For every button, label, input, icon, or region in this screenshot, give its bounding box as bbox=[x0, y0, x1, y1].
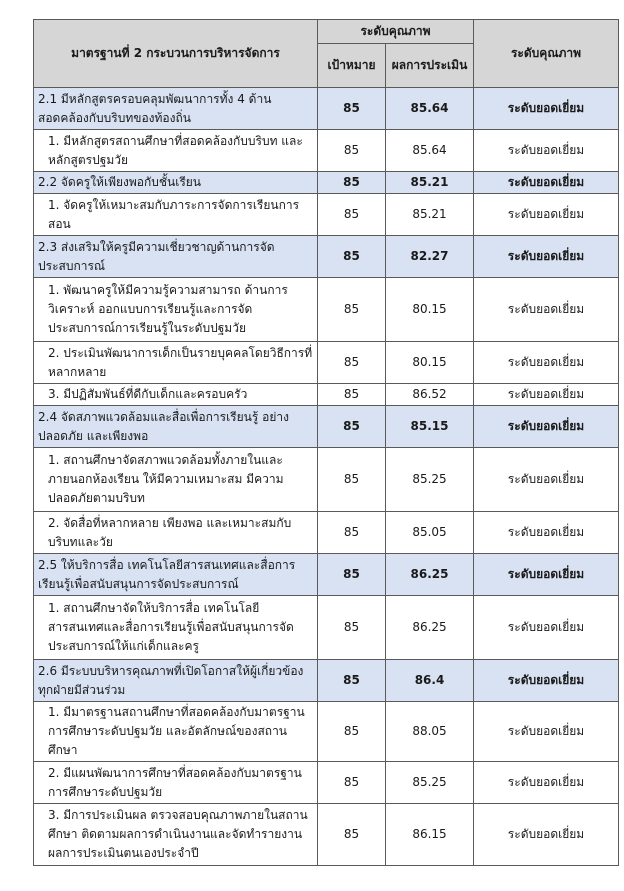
sub-indicator-row bbox=[34, 342, 619, 384]
quality-group-header: ระดับคุณภาพ bbox=[318, 20, 474, 44]
indicator-row bbox=[34, 660, 619, 702]
indicator-label: 2.1 มีหลักสูตรครอบคลุมพัฒนาการทั้ง 4 ด้าน สอดคล้องกับบริบทของท้องถิ่น bbox=[34, 88, 318, 130]
result-value: 85.05 bbox=[386, 512, 474, 554]
quality-level: ระดับยอดเยี่ยม bbox=[474, 342, 619, 384]
indicator-label: 3. มีปฏิสัมพันธ์ที่ดีกับเด็กและครอบครัว bbox=[34, 384, 318, 406]
quality-level: ระดับยอดเยี่ยม bbox=[474, 512, 619, 554]
quality-level: ระดับยอดเยี่ยม bbox=[474, 406, 619, 448]
indicator-label: 3. มีการประเมินผล ตรวจสอบคุณภาพภายในสถานศึกษา ติดตามผลการดำเนินงานและจัดทำรายงานผลการประเมินตนเองประจำปี bbox=[34, 804, 318, 866]
result-value: 86.25 bbox=[386, 596, 474, 660]
result-value: 86.25 bbox=[386, 554, 474, 596]
indicator-row bbox=[34, 406, 619, 448]
result-value: 85.25 bbox=[386, 448, 474, 512]
indicator-label: 1. สถานศึกษาจัดให้บริการสื่อ เทคโนโลยีสารสนเทศและสื่อการเรียนรู้เพื่อสนับสนุนการจัดประสบการณ์ให้แก่เด็กและครู bbox=[34, 596, 318, 660]
quality-level: ระดับยอดเยี่ยม bbox=[474, 130, 619, 172]
quality-level: ระดับยอดเยี่ยม bbox=[474, 278, 619, 342]
indicator-label: 2. จัดสื่อที่หลากหลาย เพียงพอ และเหมาะสมกับบริบทและวัย bbox=[34, 512, 318, 554]
quality-level: ระดับยอดเยี่ยม bbox=[474, 804, 619, 866]
indicator-label: 1. จัดครูให้เหมาะสมกับภาระการจัดการเรียนการสอน bbox=[34, 194, 318, 236]
sub-indicator-row bbox=[34, 278, 619, 342]
target-value: 85 bbox=[318, 512, 386, 554]
sub-indicator-row bbox=[34, 384, 619, 406]
indicator-label: 1. มีหลักสูตรสถานศึกษาที่สอดคล้องกับบริบท และหลักสูตรปฐมวัย bbox=[34, 130, 318, 172]
indicator-label: 2. ประเมินพัฒนาการเด็กเป็นรายบุคคลโดยวิธีการที่หลากหลาย bbox=[34, 342, 318, 384]
target-column-header: เป้าหมาย bbox=[318, 44, 386, 88]
result-value: 85.25 bbox=[386, 762, 474, 804]
indicator-row bbox=[34, 554, 619, 596]
target-value: 85 bbox=[318, 236, 386, 278]
result-value: 85.15 bbox=[386, 406, 474, 448]
indicator-label: 2.3 ส่งเสริมให้ครูมีความเชี่ยวชาญด้านการจัดประสบการณ์ bbox=[34, 236, 318, 278]
quality-level: ระดับยอดเยี่ยม bbox=[474, 172, 619, 194]
result-value: 85.64 bbox=[386, 130, 474, 172]
sub-indicator-row bbox=[34, 130, 619, 172]
quality-level: ระดับยอดเยี่ยม bbox=[474, 596, 619, 660]
quality-level-column-header: ระดับคุณภาพ bbox=[474, 20, 619, 88]
quality-level: ระดับยอดเยี่ยม bbox=[474, 88, 619, 130]
target-value: 85 bbox=[318, 88, 386, 130]
indicator-label: 1. มีมาตรฐานสถานศึกษาที่สอดคล้องกับมาตรฐานการศึกษาระดับปฐมวัย และอัตลักษณ์ของสถานศึกษา bbox=[34, 702, 318, 762]
indicator-row bbox=[34, 172, 619, 194]
quality-level: ระดับยอดเยี่ยม bbox=[474, 448, 619, 512]
target-value: 85 bbox=[318, 172, 386, 194]
result-value: 80.15 bbox=[386, 278, 474, 342]
indicator-label: 2.4 จัดสภาพแวดล้อมและสื่อเพื่อการเรียนรู้ อย่างปลอดภัย และเพียงพอ bbox=[34, 406, 318, 448]
sub-indicator-row bbox=[34, 596, 619, 660]
standard-2-quality-table bbox=[33, 19, 619, 866]
sub-indicator-row bbox=[34, 702, 619, 762]
target-value: 85 bbox=[318, 596, 386, 660]
table-body bbox=[34, 88, 619, 866]
result-value: 88.05 bbox=[386, 702, 474, 762]
indicator-label: 2. มีแผนพัฒนาการศึกษาที่สอดคล้องกับมาตรฐานการศึกษาระดับปฐมวัย bbox=[34, 762, 318, 804]
sub-indicator-row bbox=[34, 512, 619, 554]
result-value: 86.4 bbox=[386, 660, 474, 702]
result-value: 80.15 bbox=[386, 342, 474, 384]
sub-indicator-row bbox=[34, 194, 619, 236]
target-value: 85 bbox=[318, 448, 386, 512]
quality-level: ระดับยอดเยี่ยม bbox=[474, 384, 619, 406]
result-value: 85.21 bbox=[386, 172, 474, 194]
indicator-label: 2.6 มีระบบบริหารคุณภาพที่เปิดโอกาสให้ผู้เกี่ยวข้องทุกฝ่ายมีส่วนร่วม bbox=[34, 660, 318, 702]
indicator-label: 2.2 จัดครูให้เพียงพอกับชั้นเรียน bbox=[34, 172, 318, 194]
target-value: 85 bbox=[318, 660, 386, 702]
target-value: 85 bbox=[318, 762, 386, 804]
indicator-label: 2.5 ให้บริการสื่อ เทคโนโลยีสารสนเทศและสื่อการเรียนรู้เพื่อสนับสนุนการจัดประสบการณ์ bbox=[34, 554, 318, 596]
result-value: 86.15 bbox=[386, 804, 474, 866]
target-value: 85 bbox=[318, 278, 386, 342]
sub-indicator-row bbox=[34, 762, 619, 804]
result-value: 86.52 bbox=[386, 384, 474, 406]
quality-level: ระดับยอดเยี่ยม bbox=[474, 702, 619, 762]
sub-indicator-row bbox=[34, 804, 619, 866]
indicator-label: 1. สถานศึกษาจัดสภาพแวดล้อมทั้งภายในและภายนอกห้องเรียน ให้มีความเหมาะสม มีความปลอดภัยตามบริบท bbox=[34, 448, 318, 512]
standard-column-header: มาตรฐานที่ 2 กระบวนการบริหารจัดการ bbox=[34, 20, 318, 88]
target-value: 85 bbox=[318, 804, 386, 866]
target-value: 85 bbox=[318, 702, 386, 762]
quality-level: ระดับยอดเยี่ยม bbox=[474, 554, 619, 596]
result-value: 85.21 bbox=[386, 194, 474, 236]
target-value: 85 bbox=[318, 384, 386, 406]
quality-level: ระดับยอดเยี่ยม bbox=[474, 762, 619, 804]
quality-level: ระดับยอดเยี่ยม bbox=[474, 660, 619, 702]
quality-level: ระดับยอดเยี่ยม bbox=[474, 236, 619, 278]
result-column-header: ผลการประเมิน bbox=[386, 44, 474, 88]
result-value: 82.27 bbox=[386, 236, 474, 278]
indicator-row bbox=[34, 236, 619, 278]
sub-indicator-row bbox=[34, 448, 619, 512]
target-value: 85 bbox=[318, 406, 386, 448]
target-value: 85 bbox=[318, 130, 386, 172]
target-value: 85 bbox=[318, 342, 386, 384]
quality-level: ระดับยอดเยี่ยม bbox=[474, 194, 619, 236]
indicator-label: 1. พัฒนาครูให้มีความรู้ความสามารถ ด้านการวิเคราะห์ ออกแบบการเรียนรู้และการจัดประสบการณ์การเรียนรู้ในระดับปฐมวัย bbox=[34, 278, 318, 342]
target-value: 85 bbox=[318, 194, 386, 236]
indicator-row bbox=[34, 88, 619, 130]
target-value: 85 bbox=[318, 554, 386, 596]
result-value: 85.64 bbox=[386, 88, 474, 130]
